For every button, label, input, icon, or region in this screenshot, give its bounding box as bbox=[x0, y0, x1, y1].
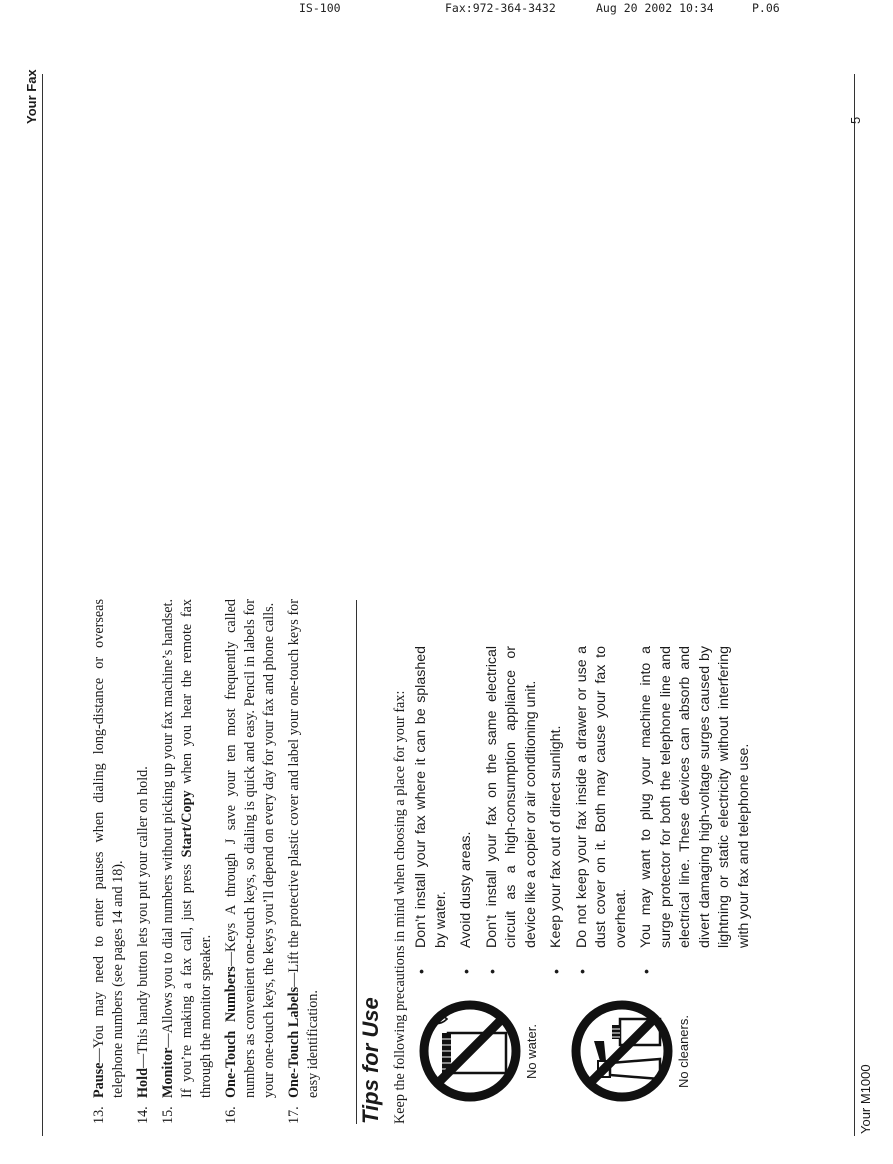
key-item-pause bbox=[90, 599, 128, 1124]
bullet: • bbox=[638, 969, 654, 974]
item-number: 14. bbox=[135, 1106, 151, 1124]
list-item bbox=[573, 646, 632, 982]
bullet: • bbox=[483, 969, 500, 974]
item-term: Pause bbox=[91, 1062, 107, 1098]
no-water-icon bbox=[418, 1000, 522, 1104]
item-term: Monitor bbox=[160, 1047, 176, 1098]
list-item bbox=[483, 646, 542, 982]
warning-caption: No water. bbox=[524, 1024, 539, 1079]
item-number: 15. bbox=[160, 1106, 176, 1124]
list-item-text: Do not keep your fax inside a drawer or use a dust cover on it. Both may cause your fax to overheat. bbox=[573, 646, 629, 948]
list-item bbox=[457, 646, 477, 982]
list-item-text: Avoid dusty areas. bbox=[458, 831, 474, 948]
precautions-list bbox=[412, 646, 760, 982]
list-item-text: Don’t install your fax where it can be splashed by water. bbox=[413, 646, 449, 948]
section-title: Tips for Use bbox=[358, 997, 383, 1124]
section-intro: Keep the following precautions in mind when choosing a place for your fax: bbox=[392, 690, 408, 1124]
bullet: • bbox=[413, 969, 429, 974]
key-item-one-touch-numbers bbox=[222, 599, 279, 1124]
key-item-one-touch-labels bbox=[285, 599, 323, 1124]
item-bold-text: Start/Copy bbox=[179, 790, 195, 858]
list-item bbox=[637, 646, 754, 982]
item-number: 13. bbox=[91, 1106, 107, 1124]
list-item-text: Don’t install your fax on the same electrical circuit as a high-consumption appliance or device like a copier or air conditioning unit. bbox=[483, 646, 539, 948]
key-descriptions bbox=[90, 599, 329, 1124]
item-text: —You may need to enter pauses when dialing long-distance or overseas telephone numbers (see pages 14 and 18). bbox=[91, 599, 126, 1098]
no-cleaners-icon bbox=[570, 1000, 674, 1104]
item-term: One-Touch Labels bbox=[286, 986, 302, 1098]
list-item-text: You may want to plug your machine into a surge protector for both the telephone line and electrical line. These devices can absorb and divert damaging high-voltage surges caused by lightning or static electricity without interfering with your fax and telephone use. bbox=[638, 646, 752, 948]
section-divider bbox=[356, 600, 357, 1124]
bullet: • bbox=[573, 969, 590, 974]
running-head: Your Fax bbox=[24, 69, 39, 124]
item-number: 16. bbox=[223, 1106, 239, 1124]
header-rule bbox=[42, 74, 43, 1136]
no-cleaners-warning bbox=[570, 994, 691, 1109]
item-text: —Lift the protective plastic cover and label your one-touch keys for easy identification. bbox=[286, 599, 321, 1098]
item-text: when you hear the remote fax through the monitor speaker. bbox=[179, 599, 214, 1098]
no-water-warning bbox=[418, 994, 539, 1109]
item-term: One-Touch Numbers bbox=[223, 966, 239, 1098]
key-item-hold bbox=[134, 599, 153, 1124]
fax-page: P.06 bbox=[752, 1, 780, 15]
bullet: • bbox=[548, 969, 564, 974]
fax-date: Aug 20 2002 10:34 bbox=[596, 1, 714, 15]
item-text: —Keys A through J save your ten most frequently called numbers as convenient one-touch keys, so dialing is quick and easy. Pencil in labels for your one-touch keys, the keys you’ll depend on every day for your fax and phone calls. bbox=[223, 599, 277, 1098]
footer-rule bbox=[854, 74, 855, 1136]
key-item-monitor bbox=[159, 599, 216, 1124]
page-number: 5 bbox=[848, 116, 863, 124]
item-term: Hold bbox=[135, 1068, 151, 1098]
warning-caption: No cleaners. bbox=[676, 1015, 691, 1088]
footer-model: Your M1000 bbox=[858, 1064, 873, 1134]
item-number: 17. bbox=[286, 1106, 302, 1124]
list-item-text: Keep your fax out of direct sunlight. bbox=[548, 725, 564, 948]
fax-number: Fax:972-364-3432 bbox=[445, 1, 556, 15]
bullet: • bbox=[458, 969, 474, 974]
list-item bbox=[547, 646, 567, 982]
item-text: —Allows you to dial numbers without picking up your fax machine’s handset. If you’re making a fax call, just press bbox=[160, 599, 195, 1098]
item-text: —This handy button lets you put your caller on hold. bbox=[135, 766, 151, 1069]
list-item bbox=[412, 646, 451, 982]
fax-id: IS-100 bbox=[299, 1, 341, 15]
